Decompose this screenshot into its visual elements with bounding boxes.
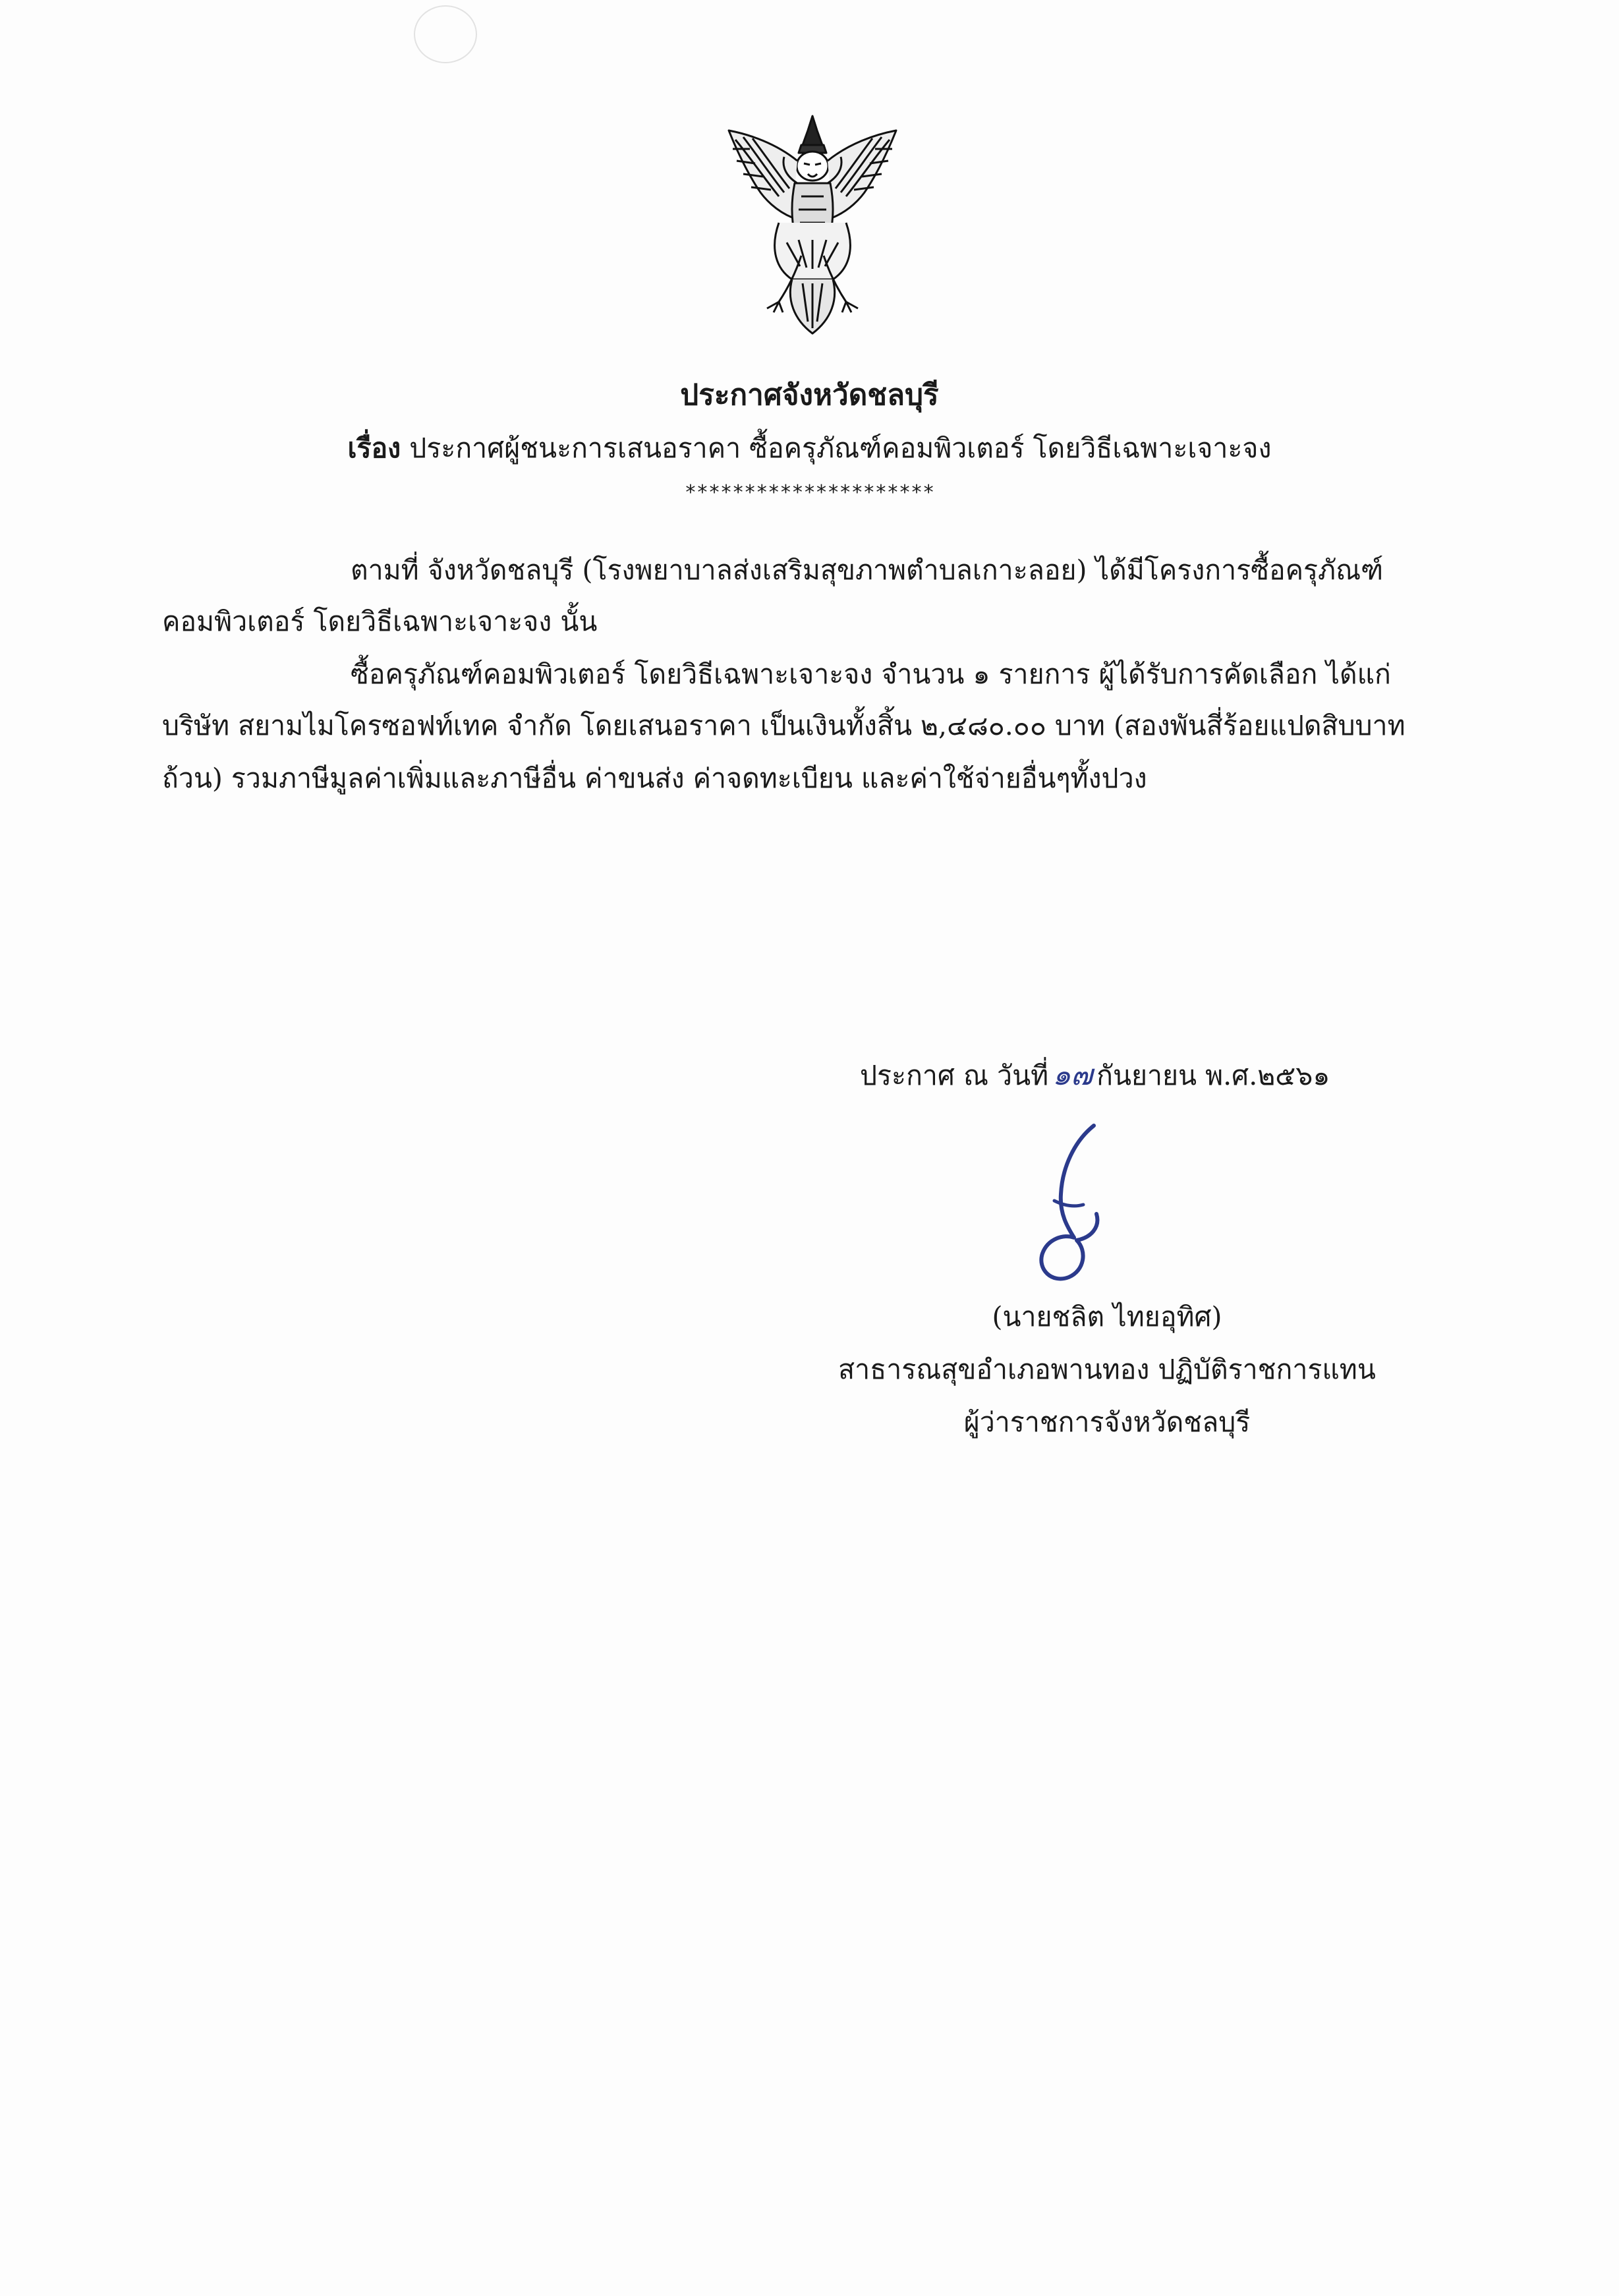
signatory-position: สาธารณสุขอำเภอพานทอง ปฏิบัติราชการแทน [838, 1354, 1376, 1385]
date-suffix: กันยายน พ.ศ.๒๕๖๑ [1096, 1060, 1330, 1091]
garuda-emblem-icon [724, 111, 901, 341]
signatory-role: ผู้ว่าราชการจังหวัดชลบุรี [963, 1406, 1251, 1438]
signatory-block [778, 1290, 1436, 1449]
subject-line [0, 427, 1619, 469]
date-prefix: ประกาศ ณ วันที่ [860, 1060, 1049, 1091]
body-line: บริษัท สยามไมโครซอฟท์เทค จำกัด โดยเสนอราคา เป็นเงินทั้งสิ้น ๒,๔๘๐.๐๐ บาท (สองพันสี่ร้อยแปดสิบบาท [162, 710, 1406, 741]
announcement-title: ประกาศจังหวัดชลบุรี [680, 378, 939, 412]
punch-hole-mark [414, 5, 477, 63]
announcement-date [860, 1056, 1330, 1095]
handwritten-signature [1028, 1122, 1114, 1286]
subject-label: เรื่อง [347, 432, 401, 464]
subject-text: ประกาศผู้ชนะการเสนอราคา ซื้อครุภัณฑ์คอมพิวเตอร์ โดยวิธีเฉพาะเจาะจง [409, 432, 1272, 464]
separator-stars: ********************* [684, 481, 935, 504]
body-line: ถ้วน) รวมภาษีมูลค่าเพิ่มและภาษีอื่น ค่าขนส่ง ค่าจดทะเบียน และค่าใช้จ่ายอื่นๆทั้งปวง [162, 762, 1147, 794]
body-line: ตามที่ จังหวัดชลบุรี (โรงพยาบาลส่งเสริมสุขภาพตำบลเกาะลอย) ได้มีโครงการซื้อครุภัณฑ์ [351, 554, 1384, 586]
signatory-name: (นายชลิต ไทยอุทิศ) [992, 1301, 1222, 1333]
body-line: ซื้อครุภัณฑ์คอมพิวเตอร์ โดยวิธีเฉพาะเจาะจง จำนวน ๑ รายการ ผู้ได้รับการคัดเลือก ได้แก่ [351, 658, 1391, 690]
date-day-handwritten: ๑๗ [1052, 1058, 1093, 1092]
body-line: คอมพิวเตอร์ โดยวิธีเฉพาะเจาะจง นั้น [162, 606, 598, 637]
